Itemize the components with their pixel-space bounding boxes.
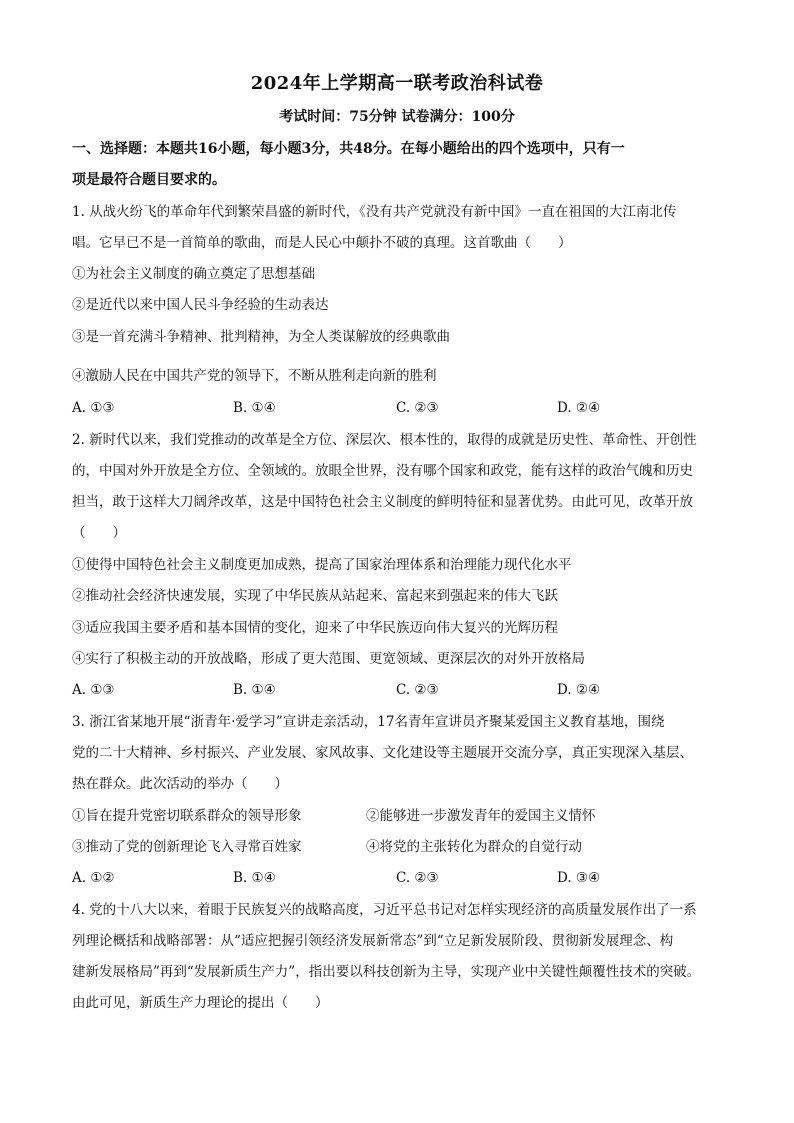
q1-statement: ④激励人民在中国共产党的领导下，不断从胜利走向新的胜利 [72,368,437,384]
q2-option-d: D. ②④ [557,682,601,698]
q2-statement: ②推动社会经济快速发展，实现了中华民族从站起来、富起来到强起来的伟大飞跃 [72,588,558,604]
exam-info: 考试时间：75分钟 试卷满分：100分 [279,109,515,125]
q4-stem: 由此可见，新质生产力理论的提出（ ） [72,995,329,1011]
q2-stem: （ ） [72,525,126,541]
q1-option-a: A. ①③ [72,400,115,416]
q3-option-d: D. ③④ [557,870,601,886]
page-title: 2024年上学期高一联考政治科试卷 [250,73,544,94]
q4-stem: 建新发展格局”再到“发展新质生产力”，指出要以科技创新为主导，实现产业中关键性颠覆性技术的突破。 [72,964,701,980]
q3-statement: ②能够进一步激发青年的爱国主义情怀 [366,808,596,824]
q1-option-c: C. ②③ [396,400,439,416]
q3-statement: ④将党的主张转化为群众的自觉行动 [366,839,582,855]
q2-stem: 担当，敢于这样大刀阔斧改革，这是中国特色社会主义制度的鲜明特征和显著优势。由此可见，改革开放 [72,494,693,510]
section-heading: 一、选择题：本题共16小题，每小题3分，共48分。在每小题给出的四个选项中，只有一 [72,141,625,157]
q2-statement: ①使得中国特色社会主义制度更加成熟，提高了国家治理体系和治理能力现代化水平 [72,557,572,573]
q2-statement: ④实行了积极主动的开放战略，形成了更大范围、更宽领域、更深层次的对外开放格局 [72,651,585,667]
q3-option-b: B. ①④ [233,870,276,886]
q2-option-b: B. ①④ [233,682,276,698]
q2-option-c: C. ②③ [396,682,439,698]
q3-stem: 3. 浙江省某地开展“浙青年·爱学习”宣讲走亲活动，17名青年宣讲员齐聚某爱国主义教育基地，围绕 [72,714,665,730]
q1-option-d: D. ②④ [557,400,601,416]
q1-statement: ①为社会主义制度的确立奠定了思想基础 [72,266,315,282]
q3-option-a: A. ①② [72,870,115,886]
q3-stem: 热在群众。此次活动的举办（ ） [72,776,288,792]
q3-statement: ①旨在提升党密切联系群众的领导形象 [72,808,302,824]
q3-stem: 党的二十大精神、乡村振兴、产业发展、家风故事、文化建设等主题展开交流分享，真正实现深入基层、 [72,745,693,761]
q3-option-c: C. ②③ [396,870,439,886]
q1-option-b: B. ①④ [233,400,276,416]
q2-option-a: A. ①③ [72,682,115,698]
q1-stem: 唱。它早已不是一首简单的歌曲，而是人民心中颠扑不破的真理。这首歌曲（ ） [72,235,572,251]
q2-stem: 的，中国对外开放是全方位、全领域的。放眼全世界，没有哪个国家和政党，能有这样的政治气魄和历史 [72,463,693,479]
q1-stem: 1. 从战火纷飞的革命年代到繁荣昌盛的新时代，《没有共产党就没有新中国》一直在祖国的大江南北传 [72,204,677,220]
q1-statement: ②是近代以来中国人民斗争经验的生动表达 [72,297,329,313]
q4-stem: 列理论概括和战略部署：从“适应把握引领经济发展新常态”到“立足新发展阶段、贯彻新发展理念、构 [72,933,674,949]
q2-statement: ③适应我国主要矛盾和基本国情的变化，迎来了中华民族迈向伟大复兴的光辉历程 [72,620,558,636]
section-heading-cont: 项是最符合题目要求的。 [72,172,226,188]
q2-stem: 2. 新时代以来，我们党推动的改革是全方位、深层次、根本性的，取得的成就是历史性、革命性、开创性 [72,432,697,448]
q3-statement: ③推动了党的创新理论飞入寻常百姓家 [72,839,302,855]
q1-statement: ③是一首充满斗争精神、批判精神，为全人类谋解放的经典歌曲 [72,329,450,345]
q4-stem: 4. 党的十八大以来，着眼于民族复兴的战略高度，习近平总书记对怎样实现经济的高质量发展作出了一系 [72,902,697,918]
